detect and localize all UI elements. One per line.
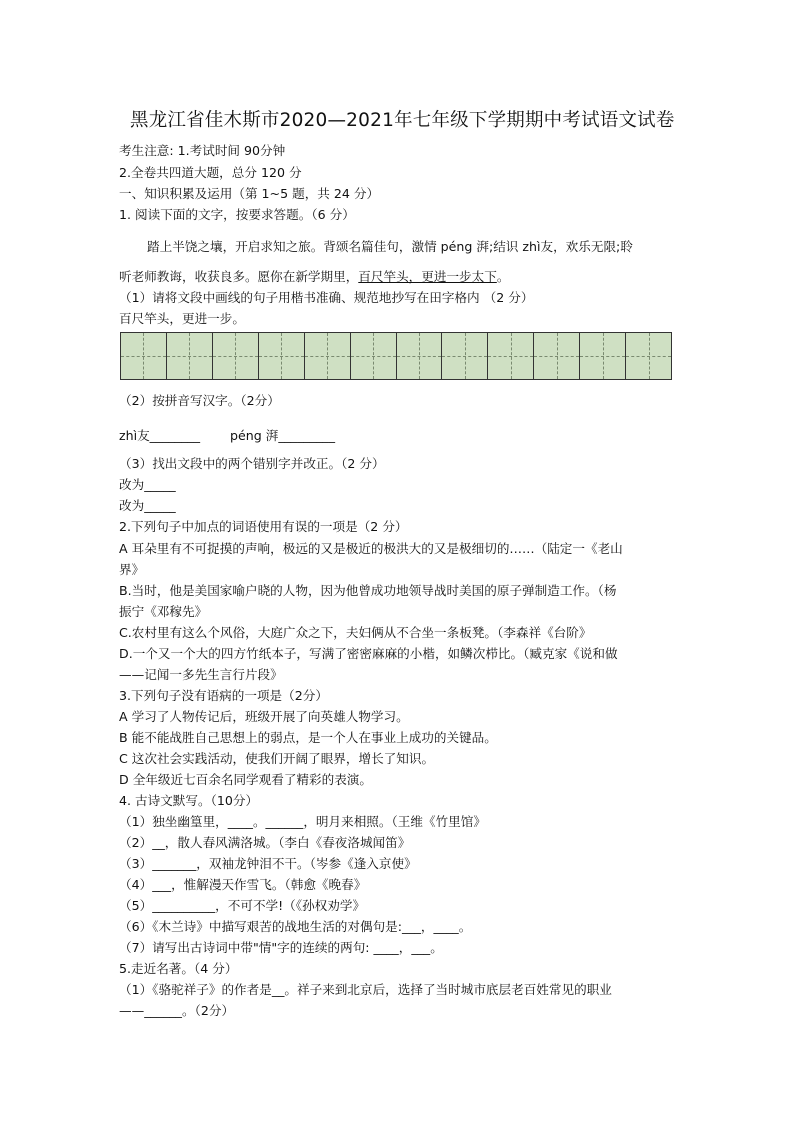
grid-cell[interactable] [121,333,167,379]
grid-cell[interactable] [488,333,534,379]
grid-cell[interactable] [534,333,580,379]
option-d-line-1: D.一个又一个大的四方竹纸本子，写满了密密麻麻的小楷，如鳞次栉比。（臧克家《说和做 [119,646,618,661]
passage-text: 听老师教诲，收获良多。愿你在新学期里， [119,269,359,284]
grid-cell[interactable] [442,333,488,379]
poem-item: （2）__，散人春风满洛城。（李白《春夜洛城闻笛》 [119,835,411,850]
passage-end: 。 [496,269,510,284]
q3-option-c: C 这次社会实践活动，使我们开阔了眼界，增长了知识。 [119,751,435,766]
tianzige-grid[interactable] [120,332,672,380]
grid-cell[interactable] [580,333,626,379]
pinyin-blank-peng[interactable]: péng 湃_________ [230,428,335,443]
passage-line-2 [119,266,509,285]
exam-note-time: 考生注意: 1.考试时间 90分钟 [119,143,286,158]
pinyin-blank-zhi[interactable]: zhì友________ [119,428,201,443]
sub-question-3: （3）找出文段中的两个错别字并改正。（2 分） [119,456,385,471]
q5-line-1: （1）《骆驼祥子》的作者是__。祥子来到北京后，选择了当时城市底层老百姓常见的职业 [119,982,612,997]
grid-cell[interactable] [305,333,351,379]
grid-cell[interactable] [167,333,213,379]
question-1-heading: 1. 阅读下面的文字，按要求答题。（6 分） [119,207,355,222]
section-heading: 一、知识积累及运用（第 1~5 题，共 24 分） [119,186,380,201]
q5-line-2: ——______。（2分） [119,1003,235,1018]
option-c: C.农村里有这么个风俗，大庭广众之下，夫妇俩从不合坐一条板凳。（李森祥《台阶》 [119,625,592,640]
question-3-heading: 3.下列句子没有语病的一项是（2分） [119,688,328,703]
underlined-sentence: 百尺竿头，更进一步太下 [358,269,497,284]
poem-item: （6）《木兰诗》中描写艰苦的战地生活的对偶句是:___，____。 [119,919,472,934]
poem-item: （4）___，惟解漫天作雪飞。（韩愈《晚春》 [119,877,367,892]
poem-item: （7）请写出古诗词中带"情"字的连续的两句: ____，___。 [119,940,443,955]
poem-item: （3）_______，双袖龙钟泪不干。（岑参《逢入京使》 [119,856,417,871]
correction-blank-2[interactable]: 改为_____ [119,498,176,513]
poem-item: （1）独坐幽篁里，____。______，明月来相照。（王维《竹里馆》 [119,814,486,829]
option-d-line-2: ——记闻一多先生言行片段》 [119,667,283,682]
question-5-heading: 5.走近名著。（4 分） [119,961,238,976]
exam-note-score: 2.全卷共四道大题，总分 120 分 [119,165,302,180]
q3-option-d: D 全年级近七百余名同学观看了精彩的表演。 [119,772,372,787]
q3-option-b: B 能不能战胜自己思想上的弱点，是一个人在事业上成功的关键品。 [119,730,497,745]
page-title: 黑龙江省佳木斯市2020—2021年七年级下学期期中考试语文试卷 [130,110,675,131]
question-2-heading: 2.下列句子中加点的词语使用有误的一项是（2 分） [119,519,408,534]
option-a-line-2: 界》 [119,562,145,577]
poem-item: （5）__________，不可不学!（《孙权劝学》 [119,898,366,913]
option-b-line-2: 振宁《邓稼先》 [119,604,208,619]
grid-cell[interactable] [259,333,305,379]
copy-sentence: 百尺竿头，更进一步。 [119,311,245,326]
sub-question-2: （2）按拼音写汉字。（2分） [119,393,280,408]
passage-line-1: 踏上半饶之壤，开启求知之旅。背颂名篇佳句，激情 péng 湃;结识 zhì友，欢乐无限;聆 [147,239,633,254]
grid-cell[interactable] [351,333,397,379]
q3-option-a: A 学习了人物传记后，班级开展了向英雄人物学习。 [119,709,409,724]
sub-question-1: （1）请将文段中画线的句子用楷书准确、规范地抄写在田字格内 （2 分） [119,290,534,305]
grid-cell[interactable] [213,333,259,379]
correction-blank-1[interactable]: 改为_____ [119,477,176,492]
question-4-heading: 4. 古诗文默写。（10分） [119,793,259,808]
option-b-line-1: B.当时，他是美国家喻户晓的人物，因为他曾成功地领导战时美国的原子弹制造工作。（杨 [119,583,617,598]
grid-cell[interactable] [397,333,443,379]
option-a-line-1: A 耳朵里有不可捉摸的声响，极远的又是极近的极洪大的又是极细切的……（陆定一《老山 [119,541,623,556]
grid-cell[interactable] [626,333,671,379]
